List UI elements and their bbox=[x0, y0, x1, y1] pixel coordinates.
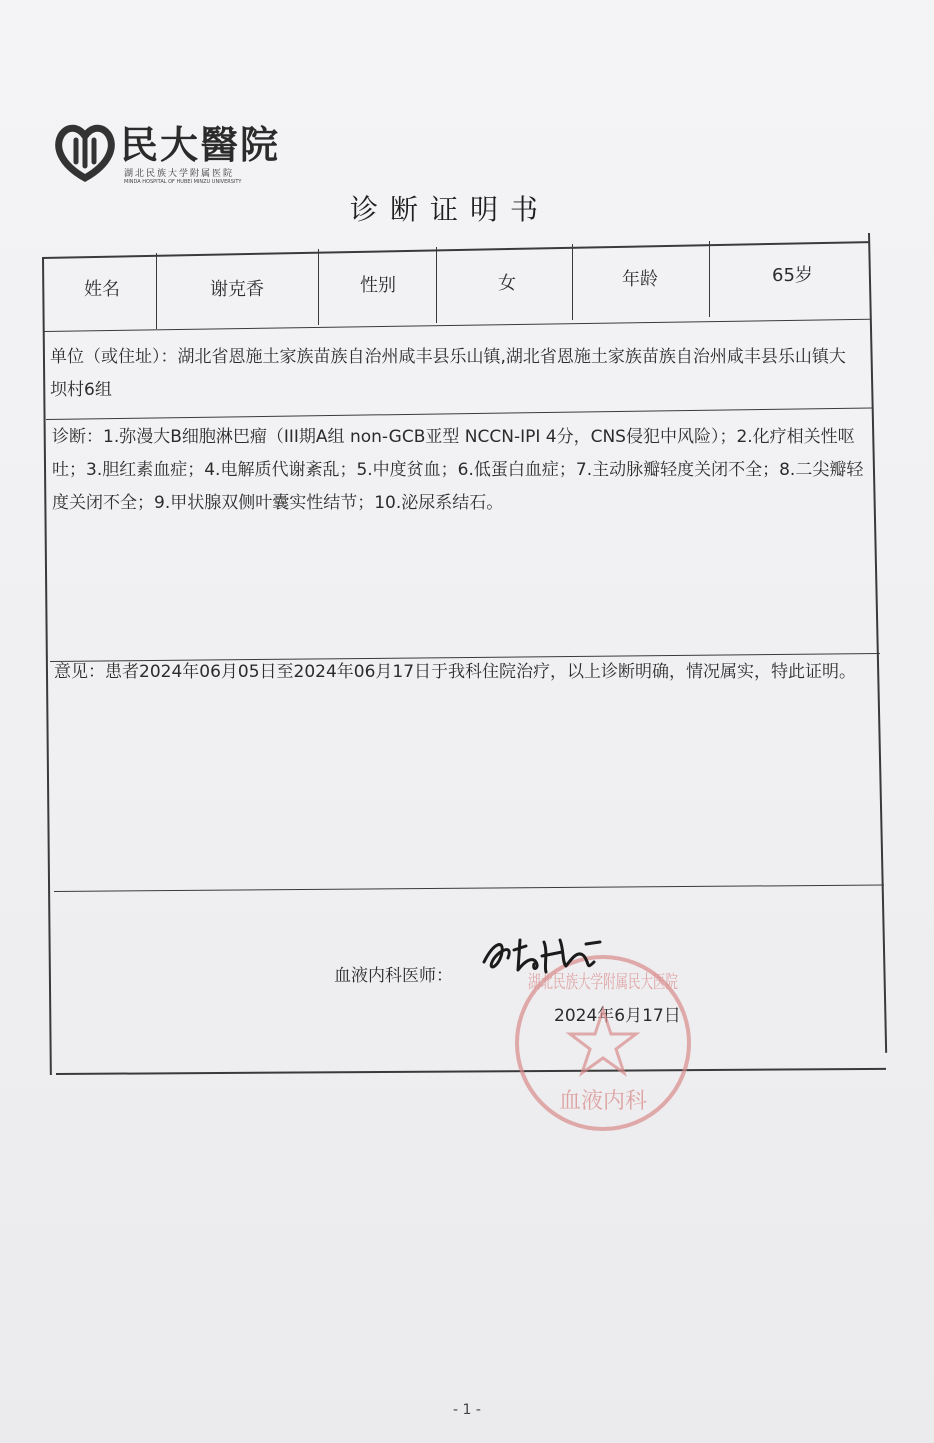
col-sep-2 bbox=[318, 249, 319, 325]
doctor-label: 血液内科医师： bbox=[334, 966, 453, 986]
hospital-logo bbox=[50, 108, 290, 192]
logo-subtitle-cn: 湖北民族大学附属医院 bbox=[124, 169, 235, 179]
row-sep-4 bbox=[54, 884, 884, 892]
col-sep-1 bbox=[156, 253, 157, 329]
certificate-form bbox=[42, 233, 886, 1075]
opinion-text: 意见：患者2024年06月05日至2024年06月17日于我科住院治疗，以上诊断明确，情况属实，特此证明。 bbox=[54, 662, 857, 682]
row-sep-2 bbox=[46, 407, 872, 420]
logo-title: 民大醫院 bbox=[120, 122, 281, 167]
row-sep-1 bbox=[44, 319, 870, 332]
signature-date: 2024年6月17日 bbox=[554, 1006, 681, 1026]
name-label: 姓名 bbox=[84, 279, 120, 300]
border-bottom bbox=[56, 1068, 886, 1075]
col-sep-4 bbox=[572, 244, 573, 320]
page-number: - 1 - bbox=[453, 1402, 481, 1418]
col-sep-3 bbox=[436, 247, 437, 323]
gender-value: 女 bbox=[498, 273, 516, 294]
logo-subtitle-en: MINDA HOSPITAL OF HUBEI MINZU UNIVERSITY bbox=[124, 179, 242, 185]
document-title: 诊断证明书 bbox=[349, 193, 550, 226]
age-value: 65岁 bbox=[772, 265, 813, 286]
age-label: 年龄 bbox=[622, 269, 658, 290]
col-sep-5 bbox=[709, 241, 710, 317]
doctor-signature bbox=[474, 922, 614, 982]
border-top bbox=[42, 241, 870, 258]
address-text: 单位（或住址）：湖北省恩施土家族苗族自治州咸丰县乐山镇,湖北省恩施土家族苗族自治州咸丰县乐山镇大坝村6组 bbox=[50, 347, 846, 400]
hospital-logo-icon bbox=[50, 116, 120, 186]
stamp-text: 湖北民族大学附属民大医院 bbox=[528, 972, 678, 993]
diagnosis-text: 诊断：1.弥漫大B细胞淋巴瘤（III期A组 non-GCB亚型 NCCN-IPI 4分，CNS侵犯中风险）；2.化疗相关性呕吐；3.胆红素血症；4.电解质代谢紊乱；5.中度贫血；6.低蛋白血症；7.主动脉瓣轻度关闭不全；8.二尖瓣轻度关闭不全；9.甲状腺双侧叶囊实性结节；10.泌尿系结石。 bbox=[52, 427, 864, 513]
stamp-bottom-text: 血液内科 bbox=[558, 1089, 648, 1114]
gender-label: 性别 bbox=[360, 275, 396, 296]
name-value: 谢克香 bbox=[210, 279, 264, 300]
border-right bbox=[868, 233, 887, 1053]
